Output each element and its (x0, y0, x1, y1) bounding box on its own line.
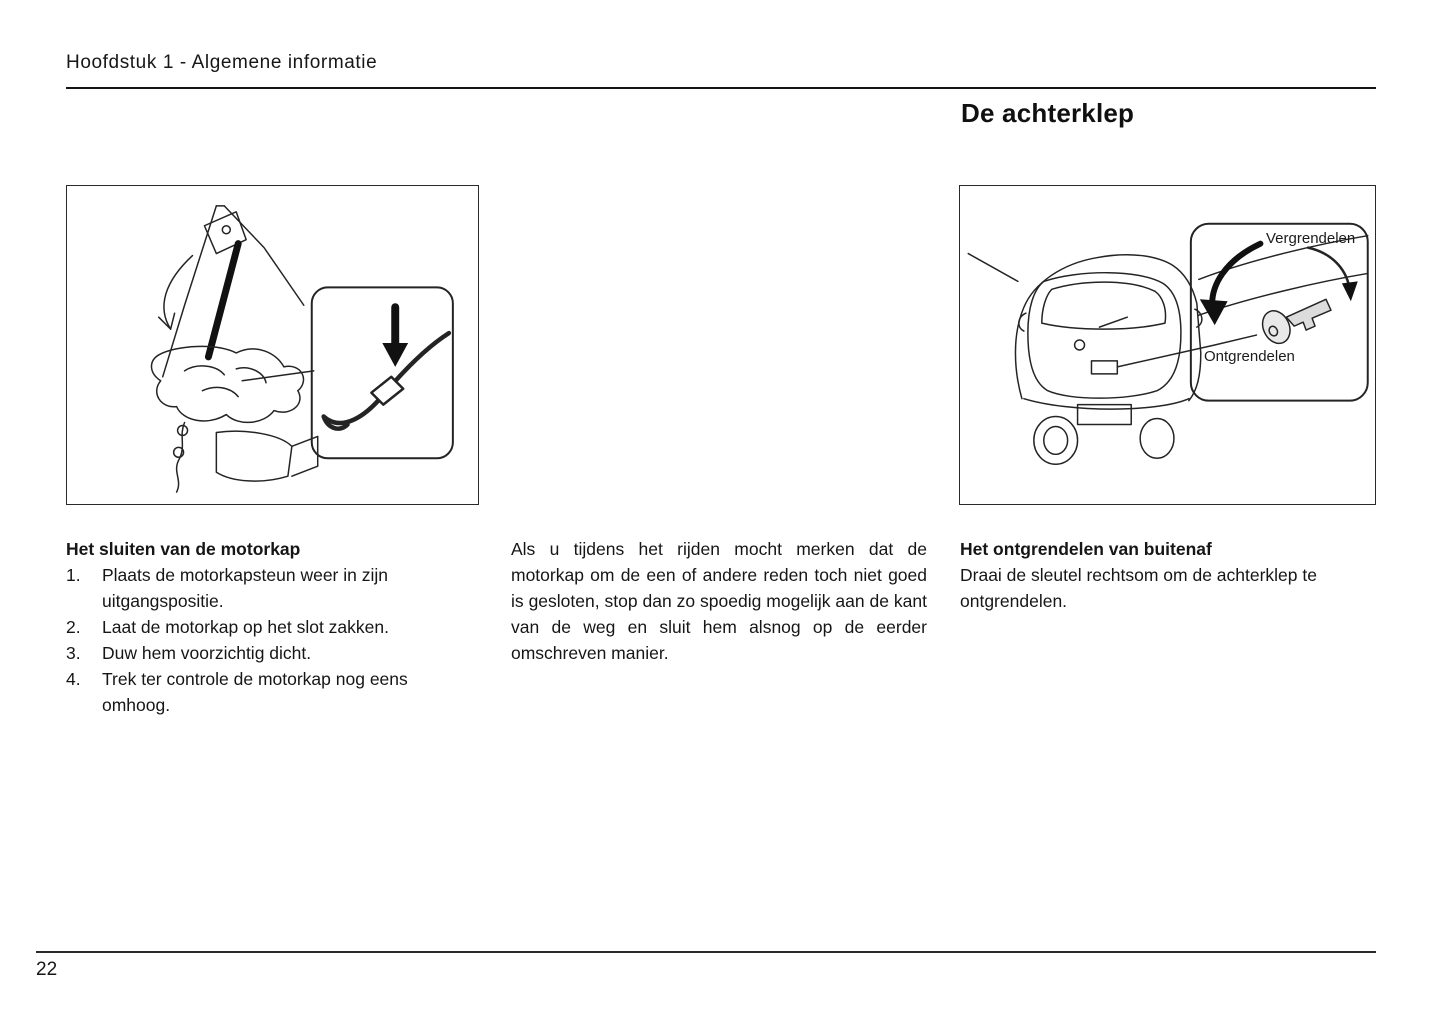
step-item (66, 614, 464, 640)
footer-rule (36, 951, 1376, 953)
step-text: Laat de motorkap op het slot zakken. (102, 617, 389, 637)
close-hood-steps (66, 562, 464, 718)
section-while-driving (511, 536, 927, 666)
header-rule (66, 87, 1376, 89)
chapter-header: Hoofdstuk 1 - Algemene informatie (66, 52, 378, 73)
section-close-hood (66, 536, 464, 718)
step-text: Trek ter controle de motorkap nog eens omhoog. (102, 669, 408, 715)
step-number: 1. (66, 565, 81, 585)
step-item (66, 666, 464, 718)
section-heading-close-hood: Het sluiten van de motorkap (66, 539, 301, 559)
section-heading-unlock-outside: Het ontgrendelen van buitenaf (960, 539, 1212, 559)
label-vergrendelen: Vergrendelen (1266, 230, 1356, 247)
step-text: Duw hem voorzichtig dicht. (102, 643, 312, 663)
step-number: 4. (66, 669, 81, 689)
page-title: De achterklep (961, 98, 1135, 128)
unlock-outside-paragraph: Draai de sleutel rechtsom om de achterklep te ontgrendelen. (960, 565, 1317, 611)
step-item (66, 640, 464, 666)
step-number: 3. (66, 643, 81, 663)
while-driving-paragraph: Als u tijdens het rijden mocht merken dat de motorkap om de een of andere reden toch niet goed is gesloten, stop dan zo spoedig mogelijk aan de kant van de weg en sluit hem alsnog op de eerder omschreven manier. (511, 539, 927, 663)
section-unlock-outside (960, 536, 1380, 614)
step-text: Plaats de motorkapsteun weer in zijn uitgangspositie. (102, 565, 388, 611)
page-number: 22 (36, 959, 58, 980)
label-ontgrendelen: Ontgrendelen (1204, 348, 1295, 365)
step-item (66, 562, 464, 614)
hood-prop-illustration (67, 186, 478, 504)
figure-tailgate-lock (959, 185, 1376, 505)
step-number: 2. (66, 617, 81, 637)
figure-hood-prop (66, 185, 479, 505)
